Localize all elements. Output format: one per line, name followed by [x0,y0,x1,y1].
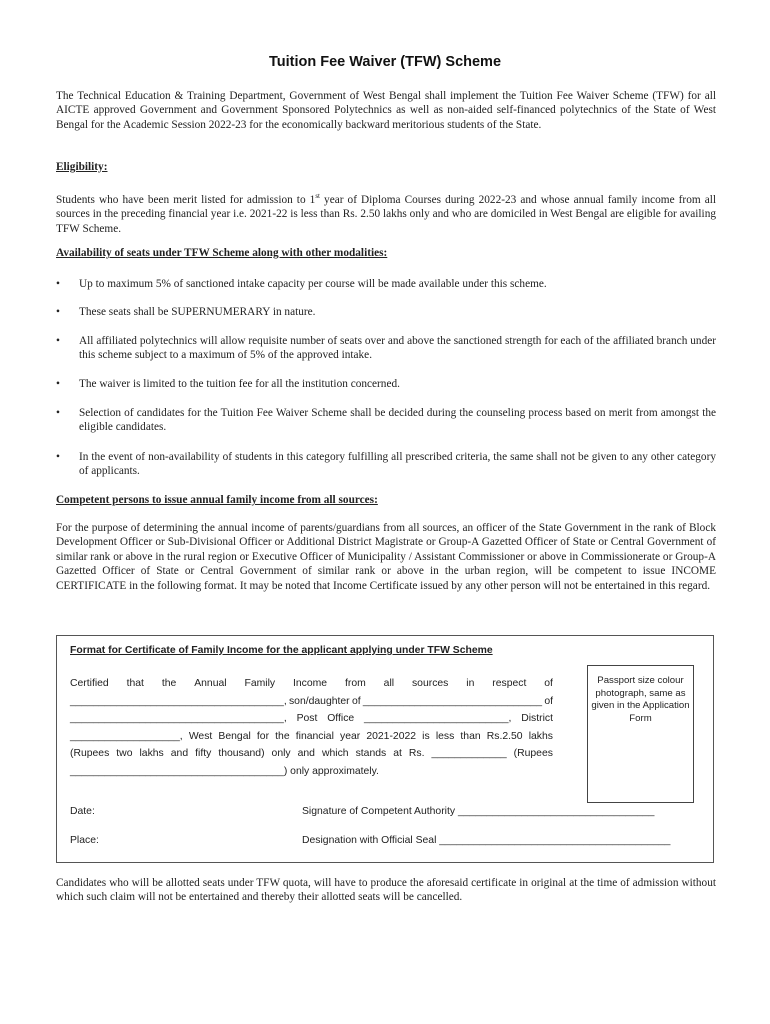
availability-item [56,377,716,391]
certificate-word: sources [411,678,449,689]
certificate-line-2 [70,693,553,711]
certificate-format-box [56,635,714,863]
certificate-word: Office [327,713,355,724]
certificate-word: _____________________________________, [70,695,287,707]
certificate-word: (Rupees [70,748,110,759]
certificate-word: less [435,730,455,742]
certificate-word: which [321,748,349,759]
certificate-title: Format for Certificate of Family Income for the applicant applying under TFW Scheme [70,645,493,656]
certificate-line-6: _____________________________________) only approximately. [70,765,379,777]
certificate-word: Rs. [408,748,425,759]
certificate-word: at [393,748,402,759]
competent-paragraph: For the purpose of determining the annual income of parents/guardians from all sources, an officer of the State Government in the rank of Block Development Officer or Sub-Divisional Officer or Additional District Magistrate or Group-A Gazetted Officer of State or Central Government of similar rank or above in the rural region or Executive Officer of Municipality / Assistant Commissioner or above in Commissionerate or Group-A Gazetted Officer of State or Central Government of similar rank or above in the urban region, will be competent to issue INCOME CERTIFICATE in the following format. It may be noted that Income Certificate issued by any other person will not be entertained in this regard. [56,522,716,592]
certificate-word: Rs.2.50 [486,730,523,742]
certificate-word: of [544,678,553,689]
certificate-word: fifty [195,748,212,759]
certificate-word: (Rupees [513,748,553,759]
closing-paragraph: Candidates who will be allotted seats under TFW quota, will have to produce the aforesaid certificate in original at the time of admission without which such claim will not be entertained and thereby their allotted seats will be cancelled. [56,877,716,904]
certificate-word: and [170,748,189,759]
certificate-word: respect [492,678,527,689]
certificate-word: year [340,730,361,742]
certificate-line-1 [70,675,553,693]
certificate-word: than [460,730,481,742]
place-label: Place: [70,835,99,846]
eligibility-heading: Eligibility: [56,161,108,173]
eligibility-superscript: st [315,192,320,200]
availability-item-text: In the event of non-availability of students in this category fulfilling all prescribed criteria, the same shall not be given to any other category of applicants. [79,451,716,478]
eligibility-text-part1: Students who have been merit listed for admission to 1 [56,193,316,206]
certificate-word: financial [295,730,334,742]
certificate-body [70,675,553,780]
bullet-icon: • [56,451,60,463]
availability-item [56,450,716,479]
designation-label: Designation with Official Seal ________________________________________ [302,835,671,846]
date-label: Date: [70,806,95,817]
bullet-icon: • [56,378,60,390]
certificate-word: and [297,748,315,759]
certificate-word: is [422,730,430,742]
certificate-word: the [161,678,177,689]
availability-item-text: The waiver is limited to the tuition fee for all the institution concerned. [79,378,400,390]
certificate-word: District [521,713,553,724]
certificate-word: all [383,678,395,689]
certificate-word: two [116,748,133,759]
certificate-word: Post [296,713,318,724]
bullet-icon: • [56,335,60,347]
bullet-icon: • [56,306,60,318]
certificate-word: of [544,695,553,707]
availability-heading: Availability of seats under TFW Scheme along with other modalities: [56,247,388,259]
availability-item-text: All affiliated polytechnics will allow requisite number of seats over and above the sanctioned strength for each of the affiliated branch under this scheme subject to a maximum of 5% of the approved intake. [79,335,716,362]
availability-item-text: Selection of candidates for the Tuition Fee Waiver Scheme shall be decided during the counseling process based on merit from amongst the eligible candidates. [79,407,716,434]
certificate-word: _____________ [431,748,507,759]
passport-photo-box: Passport size colour photograph, same as given in the Application Form [587,665,694,803]
intro-paragraph: The Technical Education & Training Department, Government of West Bengal shall implement the Tuition Fee Waiver Scheme (TFW) for all AICTE approved Government and Government Sponsored Polytechnics as well as non-aided self-financed polytechnics of the State of West Bengal for the Academic Session 2022-23 for the economically backward meritorious students of the State. [56,90,716,131]
availability-item-text: Up to maximum 5% of sanctioned intake capacity per course will be made available under this scheme. [79,278,547,290]
certificate-word: _____________________________________, [70,713,287,724]
availability-item [56,406,716,435]
eligibility-paragraph [56,189,716,236]
bullet-icon: • [56,407,60,419]
certificate-word: _________________________, [364,713,512,724]
certificate-line-5 [70,745,553,763]
certificate-line-3 [70,710,553,728]
availability-item [56,334,716,363]
certificate-word: Bengal [218,730,251,742]
certificate-word: Family [244,678,276,689]
availability-item [56,305,716,319]
competent-heading: Competent persons to issue annual family income from all sources: [56,494,378,506]
certificate-word: from [344,678,366,689]
eligibility-text-part2: year of Diploma Courses during 2022-23 and whose annual family income from all sources in the preceding financial year i.e. 2021-22 is less than Rs. 2.50 lakhs only and who are domiciled in West Bengal are eligible for availing TFW Scheme. [56,193,716,235]
certificate-word: stands [355,748,387,759]
certificate-word: ___________________, [70,730,183,742]
certificate-word: only [271,748,291,759]
certificate-line-4 [70,728,553,746]
availability-item [56,277,716,291]
availability-item-text: These seats shall be SUPERNUMERARY in nature. [79,306,316,318]
certificate-word: _______________________________ [362,695,543,707]
certificate-word: lakhs [528,730,553,742]
certificate-word: Certified [70,678,109,689]
certificate-word: son/daughter [288,695,350,707]
certificate-word: in [466,678,475,689]
page-title: Tuition Fee Waiver (TFW) Scheme [268,54,502,70]
certificate-word: of [351,695,361,707]
signature-label: Signature of Competent Authority __________________________________ [302,806,655,817]
certificate-word: that [126,678,144,689]
certificate-word: thousand) [218,748,265,759]
certificate-word: Income [292,678,328,689]
certificate-word: lakhs [139,748,164,759]
certificate-word: for [256,730,270,742]
certificate-word: 2021-2022 [366,730,417,742]
certificate-word: the [275,730,290,742]
bullet-icon: • [56,278,60,290]
certificate-word: West [188,730,213,742]
certificate-word: Annual [194,678,227,689]
